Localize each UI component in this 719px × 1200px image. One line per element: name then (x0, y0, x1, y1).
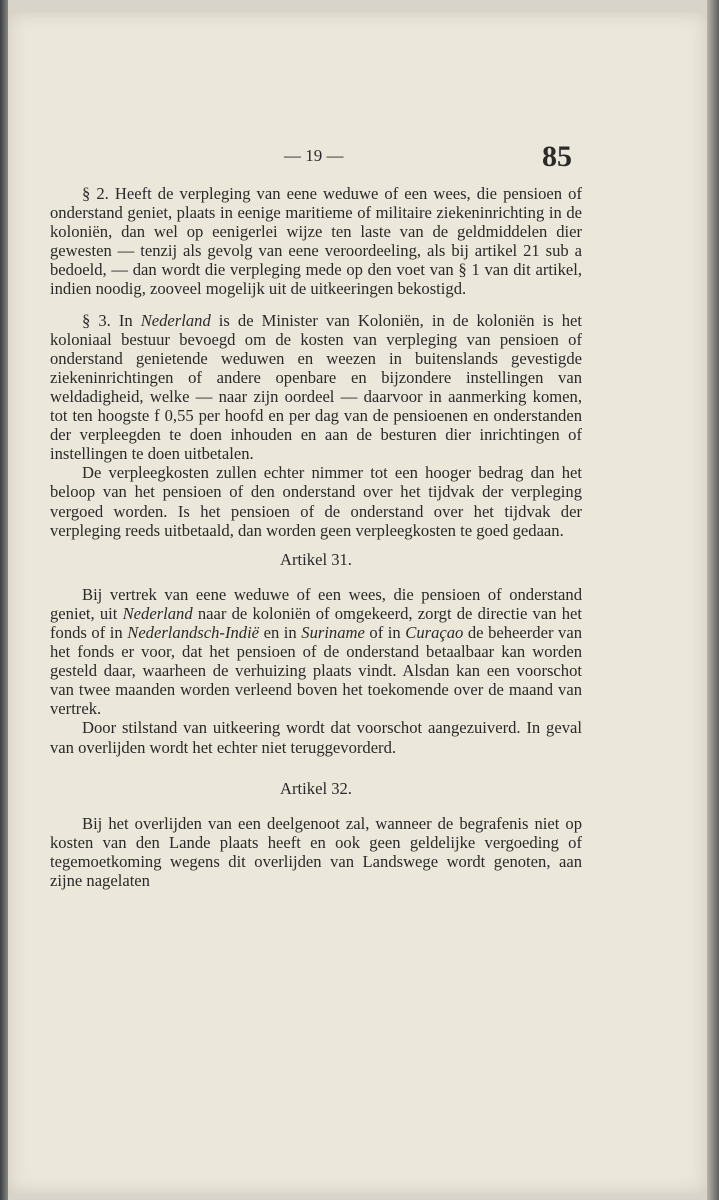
section-3-paragraph (50, 311, 582, 464)
page-right-edge (707, 0, 719, 1200)
artikel-31-text-a: Bij vertrek van eene weduwe of een wees, die pensioen of onderstand geniet, uit (50, 584, 582, 623)
artikel-31-text-c: en in (259, 622, 302, 642)
artikel-31-nederland: Nederland (122, 603, 193, 623)
artikel-31-paragraph-1 (50, 585, 582, 719)
artikel-31-text-d: of in (364, 622, 406, 642)
artikel-31-indie: Nederlandsch-Indië (127, 622, 260, 642)
page-number: 85 (542, 140, 572, 173)
section-3-text: is de Minister van Koloniën, in de koloniën is het koloniaal bestuur bevoegd om de kosten van verpleging van pensioen of onderstand genietende weduwen en weezen in buitenslands gevestigde ziekeninrichtingen of andere openbare en bijzondere instellingen van weldadigheid, welke — naar zijn oordeel — daarvoor in aanmerking komen, tot ten hoogste f 0,55 per hoofd en per dag van de pensioenen en onderstanden der verpleegden te doen inhouden en aan de besturen dier inrichtingen of instellingen te doen uitbetalen. (50, 310, 582, 464)
artikel-31-curacao: Curaçao (405, 622, 464, 642)
page-text (50, 140, 582, 890)
artikel-31-text-b: naar de koloniën of omgekeerd, zorgt de directie van het fonds of in (50, 603, 582, 642)
artikel-31-text-e: de beheerder van het fonds er voor, dat het pensioen of de onderstand betaalbaar kan worden gesteld daar, waarheen de verhuizing plaats vindt. Alsdan kan een voorschot van twee maanden worden verleend boven het toekomende over de maand van vertrek. (50, 622, 582, 719)
binding-edge (0, 0, 8, 1200)
section-2-paragraph: § 2. Heeft de verpleging van eene weduwe of een wees, die pensioen of onderstand geniet, plaats in eenige maritieme of militaire ziekeninrichting in de koloniën, dan wel op eenigerlei wijze ten laste van de geldmiddelen dier gewesten — tenzij als gevolg van eene veroordeeling, als bij artikel 21 sub a bedoeld, — dan wordt die verpleging mede op den voet van § 1 van dit artikel, indien noodig, zooveel mogelijk uit de uitkeeringen bekostigd. (50, 184, 582, 299)
section-3-continuation: De verpleegkosten zullen echter nimmer tot een hooger bedrag dan het beloop van het pensioen of den onderstand over het tijdvak der verpleging vergoed worden. Is het pensioen of de onderstand over het tijdvak der verpleging reeds uitbetaald, dan worden geen verpleegkosten te goed gedaan. (50, 463, 582, 540)
artikel-32-heading: Artikel 32. (280, 778, 352, 798)
artikel-31-suriname: Suriname (301, 622, 365, 642)
inner-page-number: — 19 — (284, 146, 344, 165)
artikel-31-paragraph-2: Door stilstand van uitkeering wordt dat voorschot aangezuiverd. In geval van overlijden wordt het echter niet teruggevorderd. (50, 718, 582, 757)
page-header (50, 140, 582, 184)
section-3-lead: § 3. In (82, 310, 141, 330)
section-3-place: Nederland (140, 310, 211, 330)
artikel-32-paragraph-1: Bij het overlijden van een deelgenoot zal, wanneer de begrafenis niet op kosten van den Lande plaats heeft en ook geen geldelijke vergoeding of tegemoetkoming wegens dit overlijden van Landswege wordt genoten, aan zijne nagelaten (50, 813, 582, 890)
artikel-31-heading: Artikel 31. (280, 549, 352, 569)
